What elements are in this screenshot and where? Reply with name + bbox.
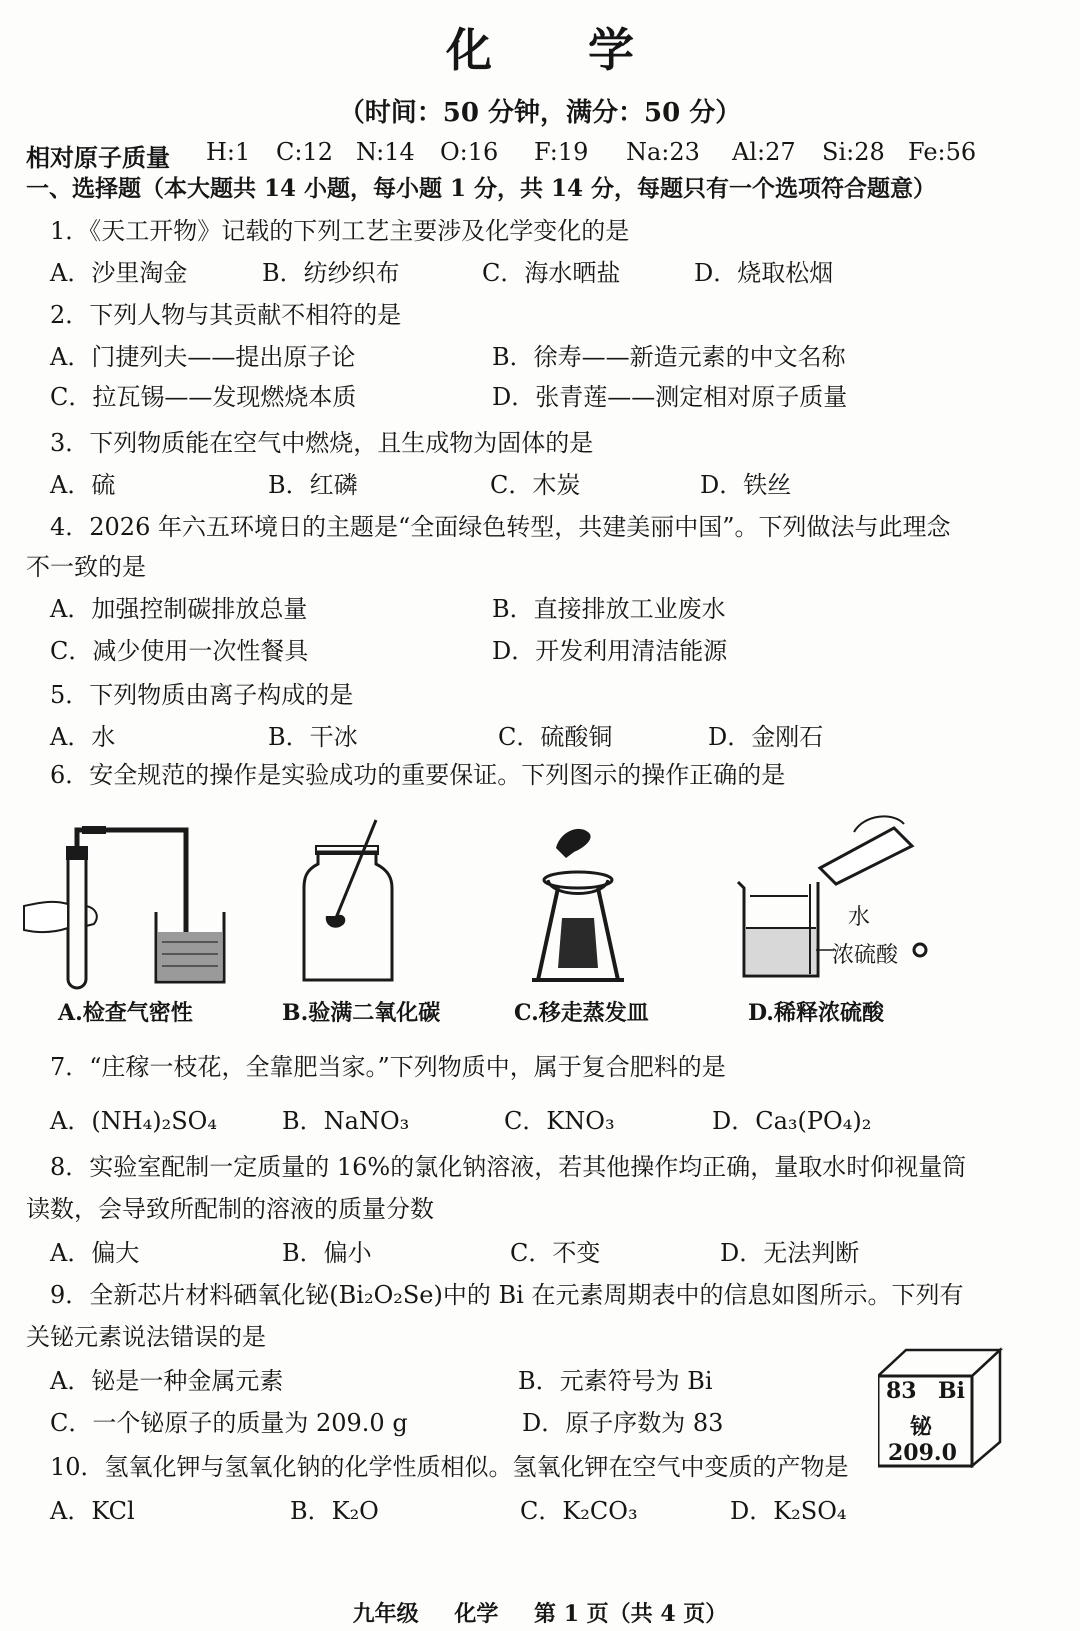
question-9-stem-cont: 关铋元素说法错误的是 [26, 1323, 266, 1351]
question-7-option-c: C．KNO₃ [504, 1107, 615, 1135]
question-4-stem: 4．2026 年六五环境日的主题是“全面绿色转型，共建美丽中国”。下列做法与此理念 [50, 513, 951, 541]
figure-caption-d: D.稀释浓硫酸 [748, 1000, 884, 1026]
question-5-option-d: D．金刚石 [708, 723, 824, 751]
question-10-option-d: D．K₂SO₄ [730, 1497, 847, 1525]
question-1-option-c: C．海水晒盐 [482, 259, 621, 287]
element-number: 83 [886, 1378, 917, 1404]
figure-caption-b: B.验满二氧化碳 [282, 1000, 441, 1026]
question-8-option-b: B．偏小 [282, 1239, 372, 1267]
figure-co2-test [296, 818, 406, 988]
page-title: 化 学 [445, 23, 674, 77]
question-6-stem: 6．安全规范的操作是实验成功的重要保证。下列图示的操作正确的是 [50, 761, 786, 789]
question-3-option-b: B．红磷 [268, 471, 358, 499]
question-5-option-c: C．硫酸铜 [498, 723, 613, 751]
element-symbol: Bi [938, 1378, 965, 1404]
periodic-table-cell [886, 1376, 1028, 1492]
question-7-stem: 7．“庄稼一枝花，全靠肥当家。”下列物质中，属于复合肥料的是 [50, 1053, 726, 1081]
figure-airtightness-check [24, 820, 254, 990]
question-4-option-c: C．减少使用一次性餐具 [50, 637, 309, 665]
element-name: 铋 [910, 1414, 933, 1440]
element-mass: 209.0 [888, 1440, 957, 1466]
question-10-stem: 10．氢氧化钾与氢氧化钠的化学性质相似。氢氧化钾在空气中变质的产物是 [50, 1453, 849, 1481]
question-2-stem: 2．下列人物与其贡献不相符的是 [50, 301, 402, 329]
atomic-mass-item: Na:23 [626, 138, 700, 166]
question-3-option-a: A．硫 [50, 471, 116, 499]
question-1-option-d: D．烧取松烟 [694, 259, 834, 287]
atomic-mass-item: C:12 [276, 138, 333, 166]
footer-grade: 九年级 [352, 1601, 419, 1627]
question-4-option-a: A．加强控制碳排放总量 [50, 595, 308, 623]
footer-page: 第 1 页（共 4 页） [534, 1601, 728, 1627]
atomic-mass-item: Al:27 [732, 138, 796, 166]
question-4-option-d: D．开发利用清洁能源 [492, 637, 728, 665]
question-3-option-d: D．铁丝 [700, 471, 792, 499]
question-8-stem: 8．实验室配制一定质量的 16%的氯化钠溶液，若其他操作均正确，量取水时仰视量筒 [50, 1153, 967, 1181]
question-9-option-d: D．原子序数为 83 [522, 1409, 724, 1437]
question-2-option-c: C．拉瓦锡——发现燃烧本质 [50, 383, 357, 411]
question-4-stem-cont: 不一致的是 [26, 553, 146, 581]
question-4-option-b: B．直接排放工业废水 [492, 595, 726, 623]
question-2-option-d: D．张青莲——测定相对原子质量 [492, 383, 848, 411]
question-9-option-b: B．元素符号为 Bi [518, 1367, 713, 1395]
question-8-option-a: A．偏大 [50, 1239, 140, 1267]
question-10-option-b: B．K₂O [290, 1497, 379, 1525]
label-water: 水 [848, 905, 871, 930]
atomic-mass-label: 相对原子质量 [26, 143, 170, 172]
figure-caption-c: C.移走蒸发皿 [514, 1000, 649, 1026]
question-5-stem: 5．下列物质由离子构成的是 [50, 681, 354, 709]
question-9-option-a: A．铋是一种金属元素 [50, 1367, 284, 1395]
footer-subject: 化学 [454, 1601, 499, 1627]
question-7-option-b: B．NaNO₃ [282, 1107, 410, 1135]
question-7-option-a: A．(NH₄)₂SO₄ [50, 1107, 217, 1135]
question-7-option-d: D．Ca₃(PO₄)₂ [712, 1107, 872, 1135]
atomic-mass-item: H:1 [206, 138, 251, 166]
question-9-stem: 9．全新芯片材料硒氧化铋(Bi₂O₂Se)中的 Bi 在元素周期表中的信息如图所示。下列有 [50, 1281, 964, 1309]
figure-caption-a: A.检查气密性 [58, 1000, 193, 1026]
question-9-option-c: C．一个铋原子的质量为 209.0 g [50, 1409, 408, 1437]
question-2-option-a: A．门捷列夫——提出原子论 [50, 343, 356, 371]
page-footer [0, 1597, 1080, 1628]
question-1-option-b: B．纺纱织布 [262, 259, 400, 287]
exam-info: （时间：50 分钟，满分：50 分） [338, 98, 742, 128]
question-10-option-a: A．KCl [50, 1497, 135, 1525]
figure-evaporating-dish [526, 818, 626, 988]
question-10-option-c: C．K₂CO₃ [520, 1497, 638, 1525]
question-2-option-b: B．徐寿——新造元素的中文名称 [492, 343, 846, 371]
question-5-option-a: A．水 [50, 723, 116, 751]
question-3-option-c: C．木炭 [490, 471, 581, 499]
atomic-mass-item: F:19 [534, 138, 589, 166]
label-concentrated-acid: 浓硫酸 [832, 943, 899, 968]
question-8-option-d: D．无法判断 [720, 1239, 860, 1267]
question-8-option-c: C．不变 [510, 1239, 601, 1267]
question-1-stem: 1．《天工开物》记载的下列工艺主要涉及化学变化的是 [50, 217, 630, 245]
question-1-option-a: A．沙里淘金 [50, 259, 188, 287]
atomic-mass-item: O:16 [440, 138, 499, 166]
atomic-mass-item: N:14 [356, 138, 415, 166]
question-8-stem-cont: 读数，会导致所配制的溶液的质量分数 [26, 1195, 434, 1223]
question-3-stem: 3．下列物质能在空气中燃烧，且生成物为固体的是 [50, 429, 594, 457]
section-heading: 一、选择题（本大题共 14 小题，每小题 1 分，共 14 分，每题只有一个选项符合题意） [26, 175, 937, 202]
question-5-option-b: B．干冰 [268, 723, 358, 751]
atomic-mass-item: Si:28 [822, 138, 885, 166]
atomic-mass-item: Fe:56 [908, 138, 977, 166]
